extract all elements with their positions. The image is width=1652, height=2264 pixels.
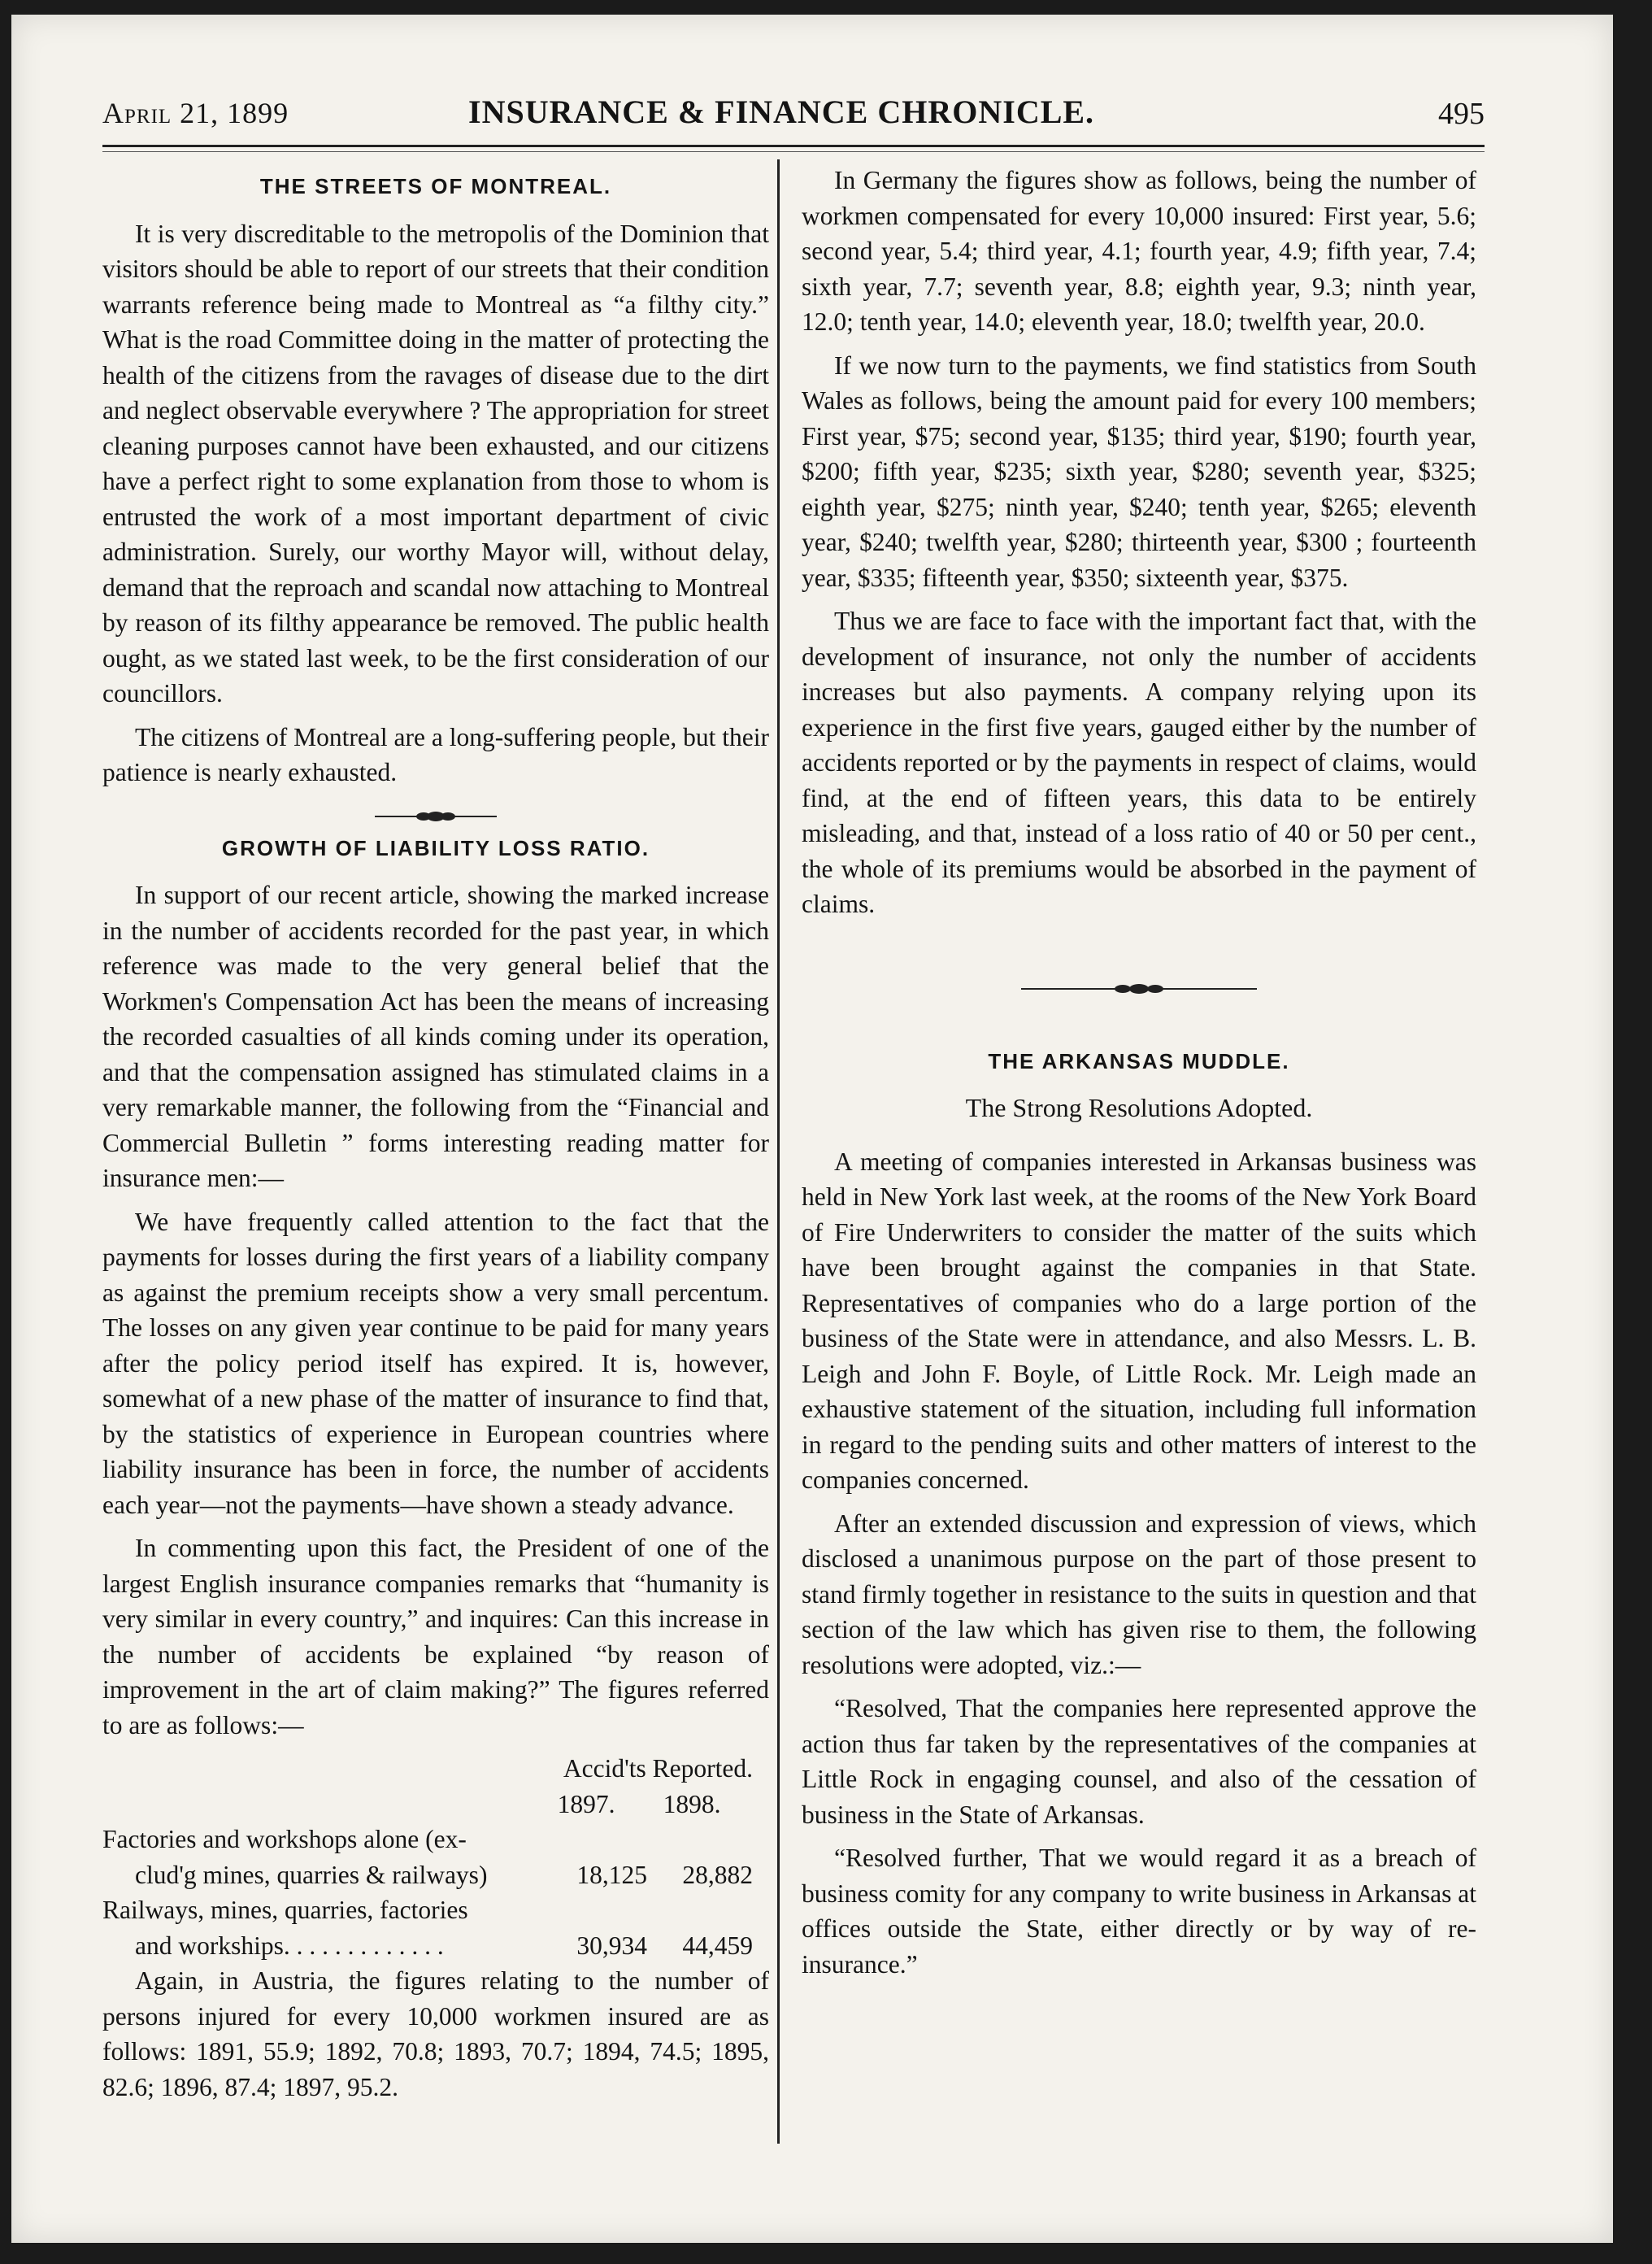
article-paragraph: We have frequently called attention to the fact that the payments for losses during the first years of a liability company as against the premium receipts show a very small percentum. The losses on any given year continue to be paid for many years after the policy period itself has expired. It is, however, somewhat of a new phase of the matter of insurance to find that, by the statistics of experience in European countries where liability insurance has been in force, the number of accidents each year—not the payments—have shown a steady advance.	[102, 1207, 769, 1519]
ornament-divider-icon	[375, 808, 497, 825]
left-column	[102, 163, 769, 2113]
publication-title: INSURANCE & FINANCE CHRONICLE.	[468, 94, 1095, 130]
column-header-1898: 1898.	[663, 1789, 721, 1818]
column-divider	[777, 159, 780, 2144]
ornament-divider-icon	[1021, 981, 1257, 997]
page-number: 495	[1438, 97, 1485, 131]
article-paragraph: If we now turn to the payments, we find statistics from South Wales as follows, being the amount paid for every 100 members; First year, $75; second year, $135; third year, $190; fourth year, $200; fifth year, $235; sixth year, $280; seventh year, $325; eighth year, $275; ninth year, $240; tenth year, $265; eleventh year, $240; twelfth year, $280; thirteenth year, $300 ; fourteenth year, $335; fifteenth year, $350; sixteenth year, $375.	[802, 350, 1476, 592]
article-paragraph: After an extended discussion and expression of views, which disclosed a unanimous purpose on the part of those present to stand firmly together in resistance to the suits in question and that section of the law which has given rise to them, the following resolutions were adopted, viz.:—	[802, 1509, 1476, 1679]
row-label: clud'g mines, quarries & railways)	[135, 1860, 488, 1889]
header-rule	[102, 145, 1485, 147]
issue-date: April 21, 1899	[102, 97, 289, 129]
row-label: Railways, mines, quarries, factories	[102, 1896, 468, 1924]
resolution-paragraph: “Resolved, That the companies here represented approve the action thus far taken by the representatives of the companies at Little Rock in engaging counsel, and also of the cessation of business in the State of Arkansas.	[802, 1694, 1476, 1829]
running-header	[102, 89, 1485, 138]
article-paragraph: In support of our recent article, showing the marked increase in the number of accidents recorded for the past year, in which reference was made to the very general belief that the Workmen's Compensation Act has been the means of increasing the recorded casualties of all kinds coming under its operation, and that the compensation assigned has stimulated claims in a very remarkable manner, the following from the “Financial and Commercial Bulletin ” forms interesting reading matter for insurance men:—	[102, 881, 769, 1192]
article-paragraph: A meeting of companies interested in Arkansas business was held in New York last week, at the rooms of the New York Board of Fire Underwriters to consider the matter of the suits which have been brought against the companies in that State. Representatives of companies who do a large portion of the business of the State were in attendance, and also Messrs. L. B. Leigh and John F. Boyle, of Little Rock. Mr. Leigh made an exhaustive statement of the situation, including full information in regard to the pending suits and other matters of interest to the companies concerned.	[802, 1147, 1476, 1494]
section-ornament	[102, 799, 769, 823]
right-column	[802, 163, 1476, 1990]
article-heading-streets: THE STREETS OF MONTREAL.	[259, 174, 612, 198]
table-title: Accid'ts Reported.	[563, 1754, 753, 1783]
article-paragraph: In commenting upon this fact, the President of one of the largest English insurance companies remarks that “humanity is very similar in every country,” and inquires: Can this increase in the number of accidents be explained “by reason of improvement in the art of claim making?” The figures referred to are as follows:—	[102, 1534, 769, 1739]
article-subheading: The Strong Resolutions Adopted.	[965, 1093, 1313, 1122]
article-paragraph: It is very discreditable to the metropolis of the Dominion that visitors should be able to report of our streets that their condition warrants reference being made to Montreal as “a filthy city.” What is the road Committee doing in the matter of protecting the health of the citizens from the ravages of disease due to the dirt and neglect observable everywhere ? The appropriation for street cleaning purposes cannot have been exhausted, and our citizens have a perfect right to some explanation from those to whom is entrusted the work of a most important department of civic administration. Surely, our worthy Mayor will, without delay, demand that the reproach and scandal now attaching to Montreal by reason of its filthy appearance be removed. The public health ought, as we stated last week, to be the first consideration of our councillors.	[102, 219, 769, 708]
column-header-1897: 1897.	[557, 1789, 615, 1818]
article-paragraph: The citizens of Montreal are a long-suffering people, but their patience is nearly exhausted.	[102, 722, 769, 786]
accidents-table	[102, 1751, 769, 1963]
article-heading-liability: GROWTH OF LIABILITY LOSS RATIO.	[221, 835, 650, 860]
header-rule-thin	[102, 151, 1485, 152]
newspaper-page	[11, 15, 1613, 2243]
row-label: and workships. . . . . . . . . . . . .	[135, 1931, 444, 1960]
section-ornament	[802, 971, 1476, 995]
table-row	[102, 1857, 769, 1893]
row-label: Factories and workshops alone (ex-	[102, 1825, 467, 1853]
article-paragraph: In Germany the figures show as follows, being the number of workmen compensated for every 10,000 insured: First year, 5.6; second year, 5.4; third year, 4.1; fourth year, 4.9; fifth year, 7.4; sixth year, 7.7; seventh year, 8.8; eighth year, 9.3; ninth year, 12.0; tenth year, 14.0; eleventh year, 18.0; twelfth year, 20.0.	[802, 166, 1476, 336]
cell-value: 30,934	[576, 1931, 647, 1960]
article-paragraph: Again, in Austria, the figures relating to the number of persons injured for every 10,000 workmen insured are as follows: 1891, 55.9; 1892, 70.8; 1893, 70.7; 1894, 74.5; 1895, 82.6; 1896, 87.4; 1897, 95.2.	[102, 1966, 769, 2101]
cell-value: 18,125	[576, 1860, 647, 1889]
resolution-paragraph: “Resolved further, That we would regard it as a breach of business comity for any company to write business in Arkansas at offices outside the State, either directly or by way of re-insurance.”	[802, 1844, 1476, 1979]
cell-value: 44,459	[682, 1931, 753, 1960]
cell-value: 28,882	[682, 1860, 753, 1889]
article-paragraph: Thus we are face to face with the important fact that, with the development of insurance, not only the number of accidents increases but also payments. A company relying upon its experience in the first five years, gauged either by the number of accidents reported or by the payments in respect of claims, would find, at the end of fifteen years, this data to be entirely misleading, and that, instead of a loss ratio of 40 or 50 per cent., the whole of its premiums would be absorbed in the payment of claims.	[802, 607, 1476, 918]
article-heading-arkansas: THE ARKANSAS MUDDLE.	[988, 1048, 1290, 1073]
table-row	[102, 1928, 769, 1964]
table-row	[102, 1822, 769, 1857]
table-row	[102, 1892, 769, 1928]
table-column-headers	[102, 1787, 769, 1822]
